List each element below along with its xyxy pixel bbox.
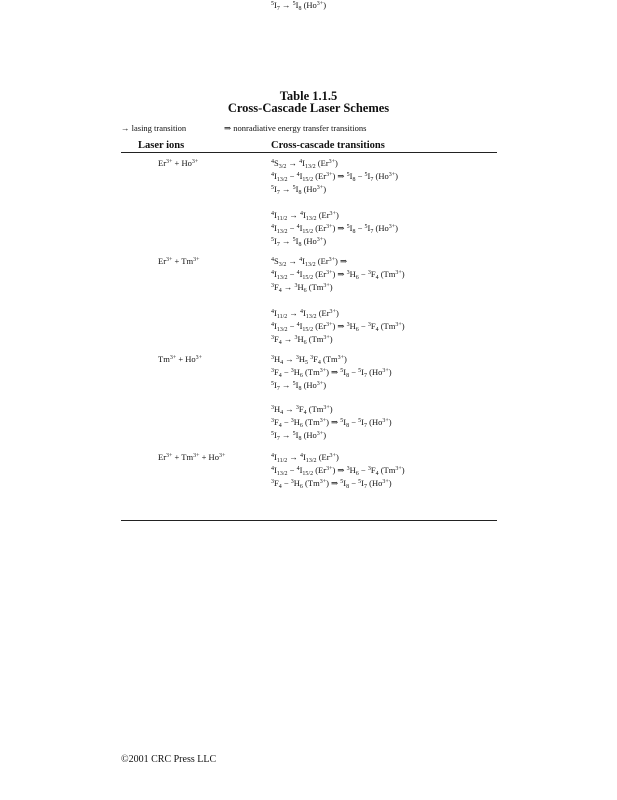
transition-line: $^4I_{13/2} - ^4I_{15/2}$ $(Er^{3+})$ ⇒ $^3H_6 - ^3F_4$ $(Tm^{3+})$ [271, 321, 405, 333]
table-title: Cross-Cascade Laser Schemes [227, 101, 390, 115]
transition-line: $^4S_{3/2} \to ^4I_{13/2}$ $(Er^{3+})$ ⇒ [271, 256, 348, 268]
transition-line: $^4I_{13/2} - ^4I_{15/2}$ $(Er^{3+})$ ⇒ $^5I_8 - ^5I_7$ $(Ho^{3+})$ [271, 171, 398, 183]
transition-line: $^3F_4 \to ^3H_6$ $(Tm^{3+})$ [271, 334, 333, 346]
laser-ions-cell: $Er^{3+} + Ho^{3+}$ [158, 158, 199, 168]
header-rule [121, 152, 497, 153]
transition-line: $^5I_7 \to ^5I_8$ $(Ho^{3+})$ [271, 236, 327, 248]
transition-line: $^4I_{13/2} - ^4I_{15/2}$ $(Er^{3+})$ ⇒ $^3H_6 - ^3F_4$ $(Tm^{3+})$ [271, 465, 405, 477]
copyright-footer: ©2001 CRC Press LLC [121, 754, 217, 765]
transition-line: $^5I_7 \to ^5I_8$ $(Ho^{3+})$ [271, 380, 327, 392]
column-header-laser-ions: Laser ions [138, 140, 185, 151]
transition-line: $^3F_4 \to ^3H_6$ $(Tm^{3+})$ [271, 282, 333, 294]
laser-ions-cell: $Tm^{3+} + Ho^{3+}$ [158, 354, 203, 364]
laser-ions-cell: $Er^{3+} + Tm^{3+}$ [158, 256, 200, 266]
transition-line: $^4I_{13/2} - ^4I_{15/2}$ $(Er^{3+})$ ⇒ $^5I_8 - ^5I_7$ $(Ho^{3+})$ [271, 223, 398, 235]
transition-line: $^4I_{11/2} \to ^4I_{13/2}$ $(Er^{3+})$ [271, 308, 339, 320]
transition-line: $^3H_4 \to ^3H_5$ $^3F_4$ $(Tm^{3+})$ [271, 354, 347, 366]
bottom-rule [121, 520, 497, 521]
column-header-cross-cascade: Cross-cascade transitions [271, 140, 385, 151]
transition-line: $^3H_4 \to ^3F_4$ $(Tm^{3+})$ [271, 404, 333, 416]
transition-line: $^4I_{11/2} \to ^4I_{13/2}$ $(Er^{3+})$ [271, 210, 339, 222]
transition-line: $^4I_{13/2} - ^4I_{15/2}$ $(Er^{3+})$ ⇒ $^3H_6 - ^3F_4$ $(Tm^{3+})$ [271, 269, 405, 281]
transition-line: $^4I_{11/2} \to ^4I_{13/2}$ $(Er^{3+})$ [271, 452, 339, 464]
legend-lasing: → lasing transition [121, 123, 187, 133]
transition-line: $^5I_7 \to ^5I_8$ $(Ho^{3+})$ [271, 430, 327, 442]
transition-line: $^3F_4 - ^3H_6$ $(Tm^{3+})$ ⇒ $^5I_8 - ^5I_7$ $(Ho^{3+})$ [271, 417, 392, 429]
table-number: Table 1.1.5 [279, 89, 338, 103]
transition-line: $^3F_4 - ^3H_6$ $(Tm^{3+})$ ⇒ $^5I_8 - ^5I_7$ $(Ho^{3+})$ [271, 367, 392, 379]
legend-nonradiative: ⇒ nonradiative energy transfer transitions [224, 123, 367, 133]
transition-line: $^3F_4 - ^3H_6$ $(Tm^{3+})$ ⇒ $^5I_8 - ^5I_7$ $(Ho^{3+})$ [271, 478, 392, 490]
transition-line: $^5I_7 \to ^5I_8$ $(Ho^{3+})$ [271, 0, 327, 12]
transition-line: $^4S_{3/2} \to ^4I_{13/2}$ $(Er^{3+})$ [271, 158, 338, 170]
laser-ions-cell: $Er^{3+} + Tm^{3+} + Ho^{3+}$ [158, 452, 226, 462]
transition-line: $^5I_7 \to ^5I_8$ $(Ho^{3+})$ [271, 184, 327, 196]
